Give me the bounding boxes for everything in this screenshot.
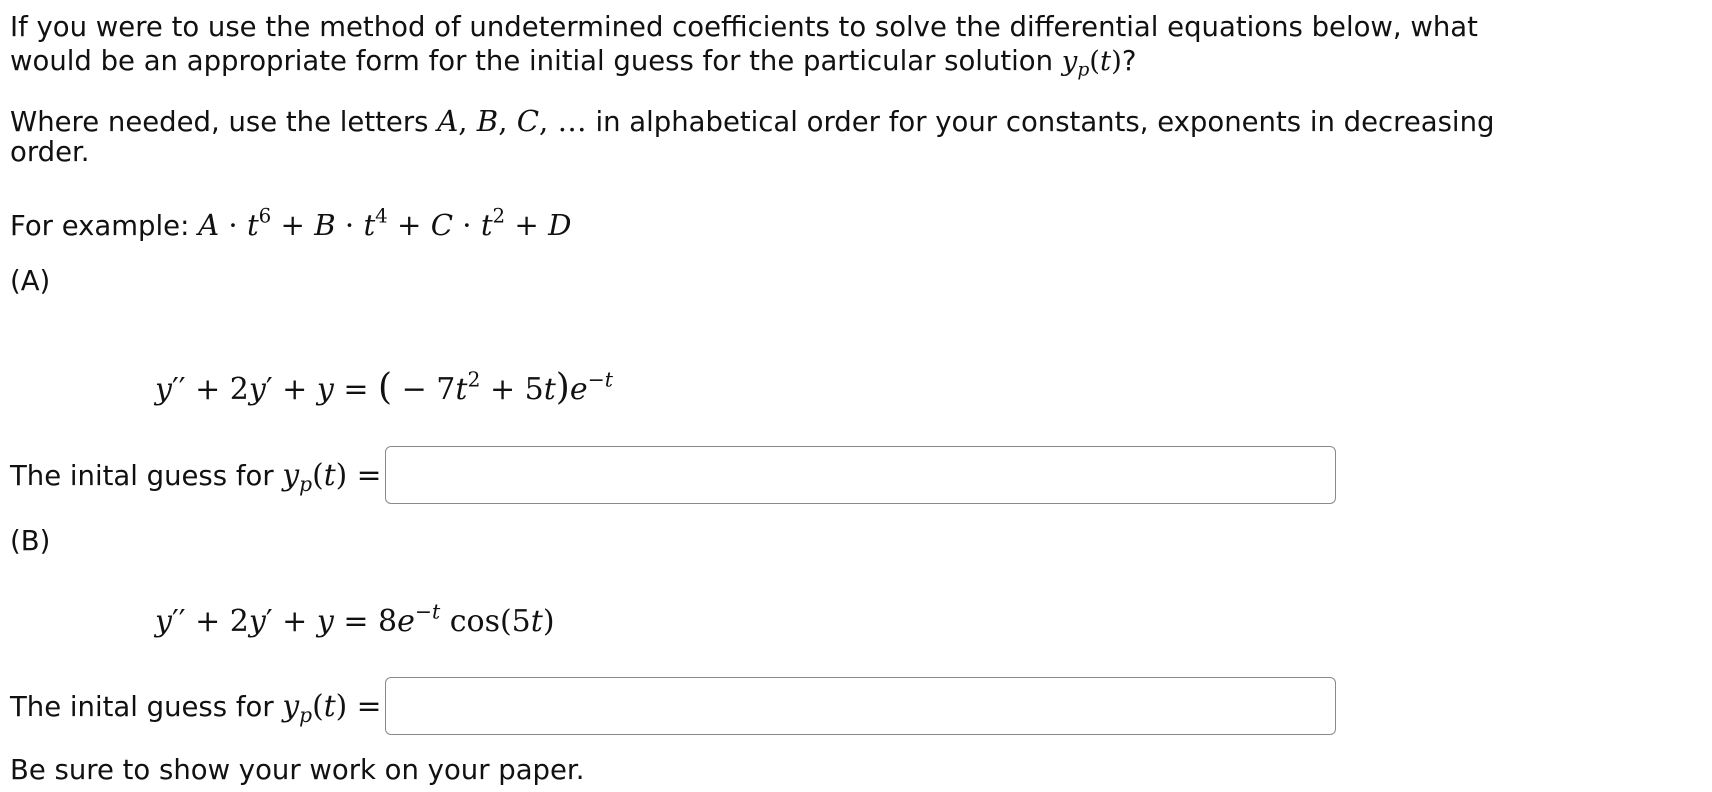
instructions-line-1 [10,104,1494,140]
intro-text-1: If you were to use the method of undetermined coefficients to solve the differential equations below, what [10,11,1478,43]
intro-line-1 [10,10,1478,45]
part-b-guess-row [10,689,382,728]
part-b-equation [155,599,555,642]
part-a-answer-input[interactable] [385,446,1336,504]
footer-note-text: Be sure to show your work on your paper. [10,754,585,786]
part-b-yp-math: $y_p(t)$ = [282,689,382,728]
part-b-equation-math: $y'' + 2y' + y = 8e^{-t}$ cos(5t) [155,599,555,639]
example-line [10,204,572,244]
yp-of-t-math: $y_p(t)$ [1061,45,1122,81]
part-b-guess-label: The inital guess for [10,691,274,723]
example-expression-math: $A \cdot t^6 + B \cdot t^4 + C \cdot t^2 + D$ [198,204,572,242]
instructions-line-2 [10,135,90,170]
instructions-text-1: Where needed, use the letters [10,106,429,138]
footer-note [10,753,584,788]
intro-text-2-end: ? [1121,45,1137,77]
part-a-guess-row [10,458,382,497]
part-b-label-text: (B) [10,525,51,557]
part-a-label [10,264,50,299]
part-a-label-text: (A) [10,265,51,297]
part-a-equation [155,368,613,410]
part-b-label [10,524,50,559]
part-a-yp-math: $y_p(t)$ = [282,458,382,497]
instructions-text-1-end: in alphabetical order for your constants, exponents in decreasing [595,106,1495,138]
part-b-answer-input[interactable] [385,677,1336,735]
part-a-guess-label: The inital guess for [10,460,274,492]
constant-letters-math: A, B, C, … [437,104,587,138]
instructions-text-2: order. [10,136,90,168]
example-label: For example: [10,210,190,242]
part-a-equation-math: y′′ + 2y′ + y = ( − $7t^2 + 5t)e^{-t}$ [155,367,613,408]
intro-text-2: would be an appropriate form for the initial guess for the particular solution [10,45,1054,77]
intro-line-2 [10,44,1136,79]
